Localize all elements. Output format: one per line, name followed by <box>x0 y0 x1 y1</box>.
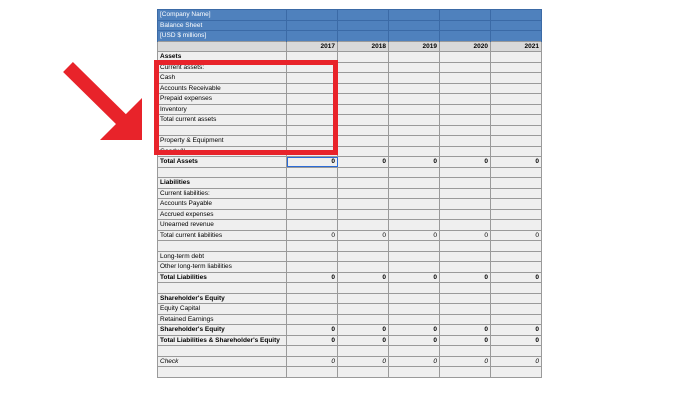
value-cell[interactable] <box>389 146 440 157</box>
value-cell[interactable]: 0 <box>389 230 440 241</box>
value-cell[interactable] <box>338 52 389 63</box>
value-cell[interactable] <box>389 73 440 84</box>
row-label-cell[interactable]: Retained Earnings <box>158 314 287 325</box>
value-cell[interactable] <box>440 251 491 262</box>
row-label-cell[interactable]: Total current liabilities <box>158 230 287 241</box>
value-cell[interactable]: 0 <box>440 356 491 367</box>
value-cell[interactable] <box>338 220 389 231</box>
value-cell[interactable] <box>491 94 542 105</box>
value-cell[interactable] <box>491 146 542 157</box>
value-cell[interactable] <box>287 251 338 262</box>
value-cell[interactable] <box>389 115 440 126</box>
value-cell[interactable] <box>389 283 440 294</box>
value-cell[interactable] <box>287 241 338 252</box>
value-cell[interactable]: 0 <box>338 335 389 346</box>
value-cell[interactable]: 0 <box>389 325 440 336</box>
value-cell[interactable] <box>389 251 440 262</box>
row-label-cell[interactable]: Long-term debt <box>158 251 287 262</box>
value-cell[interactable] <box>338 167 389 178</box>
value-cell[interactable]: 0 <box>287 325 338 336</box>
value-cell[interactable] <box>440 188 491 199</box>
header-row-company <box>158 10 542 21</box>
value-cell[interactable] <box>287 304 338 315</box>
year-header-row <box>158 41 542 52</box>
value-cell[interactable] <box>440 94 491 105</box>
value-cell[interactable]: 0 <box>440 335 491 346</box>
table-row <box>158 220 542 231</box>
value-cell[interactable]: 0 <box>389 356 440 367</box>
value-cell[interactable]: 0 <box>491 157 542 168</box>
value-cell[interactable] <box>287 188 338 199</box>
table-row <box>158 346 542 357</box>
row-label-cell[interactable]: Unearned revenue <box>158 220 287 231</box>
value-cell[interactable] <box>389 209 440 220</box>
year-cell[interactable]: 2021 <box>491 41 542 52</box>
value-cell[interactable]: 0 <box>491 335 542 346</box>
value-cell[interactable] <box>491 52 542 63</box>
table-row <box>158 304 542 315</box>
company-name-cell[interactable]: [Company Name] <box>158 10 287 21</box>
value-cell[interactable] <box>440 115 491 126</box>
value-cell[interactable] <box>440 346 491 357</box>
value-cell[interactable] <box>287 367 338 378</box>
value-cell[interactable] <box>287 314 338 325</box>
value-cell[interactable] <box>491 178 542 189</box>
table-row <box>158 167 542 178</box>
row-label-cell[interactable] <box>158 283 287 294</box>
row-label-cell[interactable]: Liabilities <box>158 178 287 189</box>
row-label-cell[interactable]: Accounts Payable <box>158 199 287 210</box>
row-label-cell[interactable]: Shareholder's Equity <box>158 325 287 336</box>
row-label-cell[interactable]: Inventory <box>158 104 287 115</box>
value-cell[interactable] <box>338 136 389 147</box>
value-cell[interactable] <box>491 188 542 199</box>
value-cell[interactable] <box>491 125 542 136</box>
value-cell[interactable] <box>389 220 440 231</box>
value-cell[interactable]: 0 <box>440 230 491 241</box>
value-cell[interactable]: 0 <box>338 272 389 283</box>
value-cell[interactable] <box>389 346 440 357</box>
value-cell[interactable] <box>338 251 389 262</box>
value-cell[interactable] <box>389 136 440 147</box>
value-cell[interactable] <box>338 209 389 220</box>
value-cell[interactable]: 0 <box>287 272 338 283</box>
table-row <box>158 335 542 346</box>
value-cell[interactable] <box>491 115 542 126</box>
row-label-cell[interactable]: Current assets: <box>158 62 287 73</box>
value-cell[interactable] <box>338 199 389 210</box>
value-cell[interactable] <box>338 178 389 189</box>
row-label-cell[interactable]: Total current assets <box>158 115 287 126</box>
value-cell[interactable] <box>440 293 491 304</box>
year-cell[interactable]: 2020 <box>440 41 491 52</box>
value-cell[interactable] <box>338 314 389 325</box>
value-cell[interactable] <box>389 83 440 94</box>
table-row <box>158 251 542 262</box>
value-cell[interactable] <box>287 293 338 304</box>
year-cell[interactable]: 2018 <box>338 41 389 52</box>
value-cell[interactable]: 0 <box>338 230 389 241</box>
value-cell[interactable] <box>440 241 491 252</box>
value-cell[interactable] <box>440 136 491 147</box>
row-label-cell[interactable]: Prepaid expenses <box>158 94 287 105</box>
value-cell[interactable]: 0 <box>440 272 491 283</box>
row-label-cell[interactable]: Property & Equipment <box>158 136 287 147</box>
value-cell[interactable] <box>389 241 440 252</box>
table-row <box>158 199 542 210</box>
value-cell[interactable] <box>440 178 491 189</box>
value-cell[interactable] <box>440 199 491 210</box>
value-cell[interactable]: 0 <box>287 230 338 241</box>
value-cell[interactable] <box>440 367 491 378</box>
value-cell[interactable] <box>338 73 389 84</box>
value-cell[interactable]: 0 <box>287 356 338 367</box>
value-cell[interactable]: 0 <box>440 325 491 336</box>
value-cell[interactable] <box>440 104 491 115</box>
value-cell[interactable] <box>389 293 440 304</box>
value-cell[interactable]: 0 <box>287 157 338 168</box>
sheet-title-cell[interactable]: Balance Sheet <box>158 20 287 31</box>
value-cell[interactable] <box>338 83 389 94</box>
value-cell[interactable] <box>440 146 491 157</box>
value-cell[interactable] <box>338 346 389 357</box>
table-row <box>158 367 542 378</box>
value-cell[interactable] <box>440 52 491 63</box>
value-cell[interactable] <box>338 241 389 252</box>
value-cell[interactable] <box>287 346 338 357</box>
row-label-cell[interactable]: Accrued expenses <box>158 209 287 220</box>
value-cell[interactable] <box>491 251 542 262</box>
value-cell[interactable] <box>440 262 491 273</box>
value-cell[interactable] <box>389 262 440 273</box>
value-cell[interactable]: 0 <box>440 157 491 168</box>
value-cell[interactable] <box>338 62 389 73</box>
year-cell[interactable]: 2019 <box>389 41 440 52</box>
value-cell[interactable] <box>491 83 542 94</box>
value-cell[interactable] <box>491 167 542 178</box>
value-cell[interactable] <box>389 104 440 115</box>
value-cell[interactable] <box>491 367 542 378</box>
row-label-cell[interactable]: Current liabilities: <box>158 188 287 199</box>
value-cell[interactable] <box>287 178 338 189</box>
value-cell[interactable] <box>440 283 491 294</box>
value-cell[interactable] <box>491 346 542 357</box>
table-row <box>158 209 542 220</box>
table-row <box>158 262 542 273</box>
value-cell[interactable] <box>338 188 389 199</box>
value-cell[interactable]: 0 <box>389 335 440 346</box>
row-label-cell[interactable]: Goodwill <box>158 146 287 157</box>
value-cell[interactable] <box>440 304 491 315</box>
value-cell[interactable] <box>338 304 389 315</box>
value-cell[interactable] <box>440 209 491 220</box>
value-cell[interactable]: 0 <box>491 325 542 336</box>
value-cell[interactable] <box>287 167 338 178</box>
value-cell[interactable] <box>389 188 440 199</box>
value-cell[interactable] <box>491 209 542 220</box>
value-cell[interactable] <box>491 293 542 304</box>
value-cell[interactable] <box>389 199 440 210</box>
row-label-cell[interactable] <box>158 367 287 378</box>
value-cell[interactable] <box>491 220 542 231</box>
value-cell[interactable] <box>491 314 542 325</box>
units-cell[interactable]: [USD $ millions] <box>158 31 287 42</box>
value-cell[interactable] <box>338 262 389 273</box>
value-cell[interactable] <box>491 262 542 273</box>
red-highlight-box <box>154 60 338 155</box>
value-cell[interactable] <box>440 314 491 325</box>
value-cell[interactable] <box>287 220 338 231</box>
value-cell[interactable] <box>338 146 389 157</box>
row-label-cell[interactable]: Cash <box>158 73 287 84</box>
value-cell[interactable] <box>338 115 389 126</box>
value-cell[interactable] <box>287 283 338 294</box>
value-cell[interactable] <box>287 262 338 273</box>
table-row <box>158 272 542 283</box>
table-row <box>158 157 542 168</box>
table-row <box>158 230 542 241</box>
value-cell[interactable]: 0 <box>338 325 389 336</box>
value-cell[interactable] <box>389 178 440 189</box>
value-cell[interactable] <box>491 241 542 252</box>
value-cell[interactable] <box>389 314 440 325</box>
row-label-cell[interactable] <box>158 346 287 357</box>
value-cell[interactable] <box>338 94 389 105</box>
value-cell[interactable]: 0 <box>389 272 440 283</box>
value-cell[interactable] <box>440 167 491 178</box>
value-cell[interactable] <box>491 136 542 147</box>
row-label-cell[interactable] <box>158 241 287 252</box>
row-label-cell[interactable]: Other long-term liabilities <box>158 262 287 273</box>
table-row <box>158 188 542 199</box>
table-row <box>158 356 542 367</box>
row-label-cell[interactable]: Assets <box>158 52 287 63</box>
value-cell[interactable] <box>491 73 542 84</box>
header-row-units <box>158 31 542 42</box>
value-cell[interactable] <box>491 283 542 294</box>
table-row <box>158 325 542 336</box>
value-cell[interactable] <box>440 83 491 94</box>
value-cell[interactable] <box>440 62 491 73</box>
value-cell[interactable] <box>491 304 542 315</box>
value-cell[interactable]: 0 <box>338 356 389 367</box>
header-row-title <box>158 20 542 31</box>
value-cell[interactable] <box>491 62 542 73</box>
value-cell[interactable] <box>389 125 440 136</box>
table-row <box>158 283 542 294</box>
value-cell[interactable] <box>491 199 542 210</box>
value-cell[interactable]: 0 <box>491 356 542 367</box>
row-label-cell[interactable]: Accounts Receivable <box>158 83 287 94</box>
value-cell[interactable] <box>389 167 440 178</box>
value-cell[interactable] <box>440 73 491 84</box>
row-label-cell[interactable]: Equity Capital <box>158 304 287 315</box>
value-cell[interactable] <box>389 304 440 315</box>
value-cell[interactable] <box>287 209 338 220</box>
value-cell[interactable] <box>338 367 389 378</box>
row-label-cell[interactable] <box>158 167 287 178</box>
row-label-cell[interactable]: Total Liabilities & Shareholder's Equity <box>158 335 287 346</box>
value-cell[interactable] <box>440 125 491 136</box>
table-row <box>158 241 542 252</box>
row-label-cell[interactable]: Total Assets <box>158 157 287 168</box>
value-cell[interactable]: 0 <box>491 272 542 283</box>
value-cell[interactable] <box>338 283 389 294</box>
value-cell[interactable] <box>491 104 542 115</box>
value-cell[interactable] <box>389 52 440 63</box>
year-cell[interactable]: 2017 <box>287 41 338 52</box>
value-cell[interactable] <box>389 367 440 378</box>
table-row <box>158 314 542 325</box>
value-cell[interactable] <box>440 220 491 231</box>
row-label-cell[interactable]: Total Liabilities <box>158 272 287 283</box>
row-label-cell[interactable]: Check <box>158 356 287 367</box>
value-cell[interactable] <box>338 125 389 136</box>
value-cell[interactable] <box>338 293 389 304</box>
value-cell[interactable]: 0 <box>389 157 440 168</box>
value-cell[interactable] <box>287 199 338 210</box>
value-cell[interactable] <box>389 94 440 105</box>
value-cell[interactable] <box>389 62 440 73</box>
table-row <box>158 293 542 304</box>
value-cell[interactable] <box>338 104 389 115</box>
red-arrow-icon <box>0 0 160 150</box>
row-label-cell[interactable]: Shareholder's Equity <box>158 293 287 304</box>
value-cell[interactable]: 0 <box>287 335 338 346</box>
table-row <box>158 178 542 189</box>
value-cell[interactable]: 0 <box>491 230 542 241</box>
value-cell[interactable]: 0 <box>338 157 389 168</box>
